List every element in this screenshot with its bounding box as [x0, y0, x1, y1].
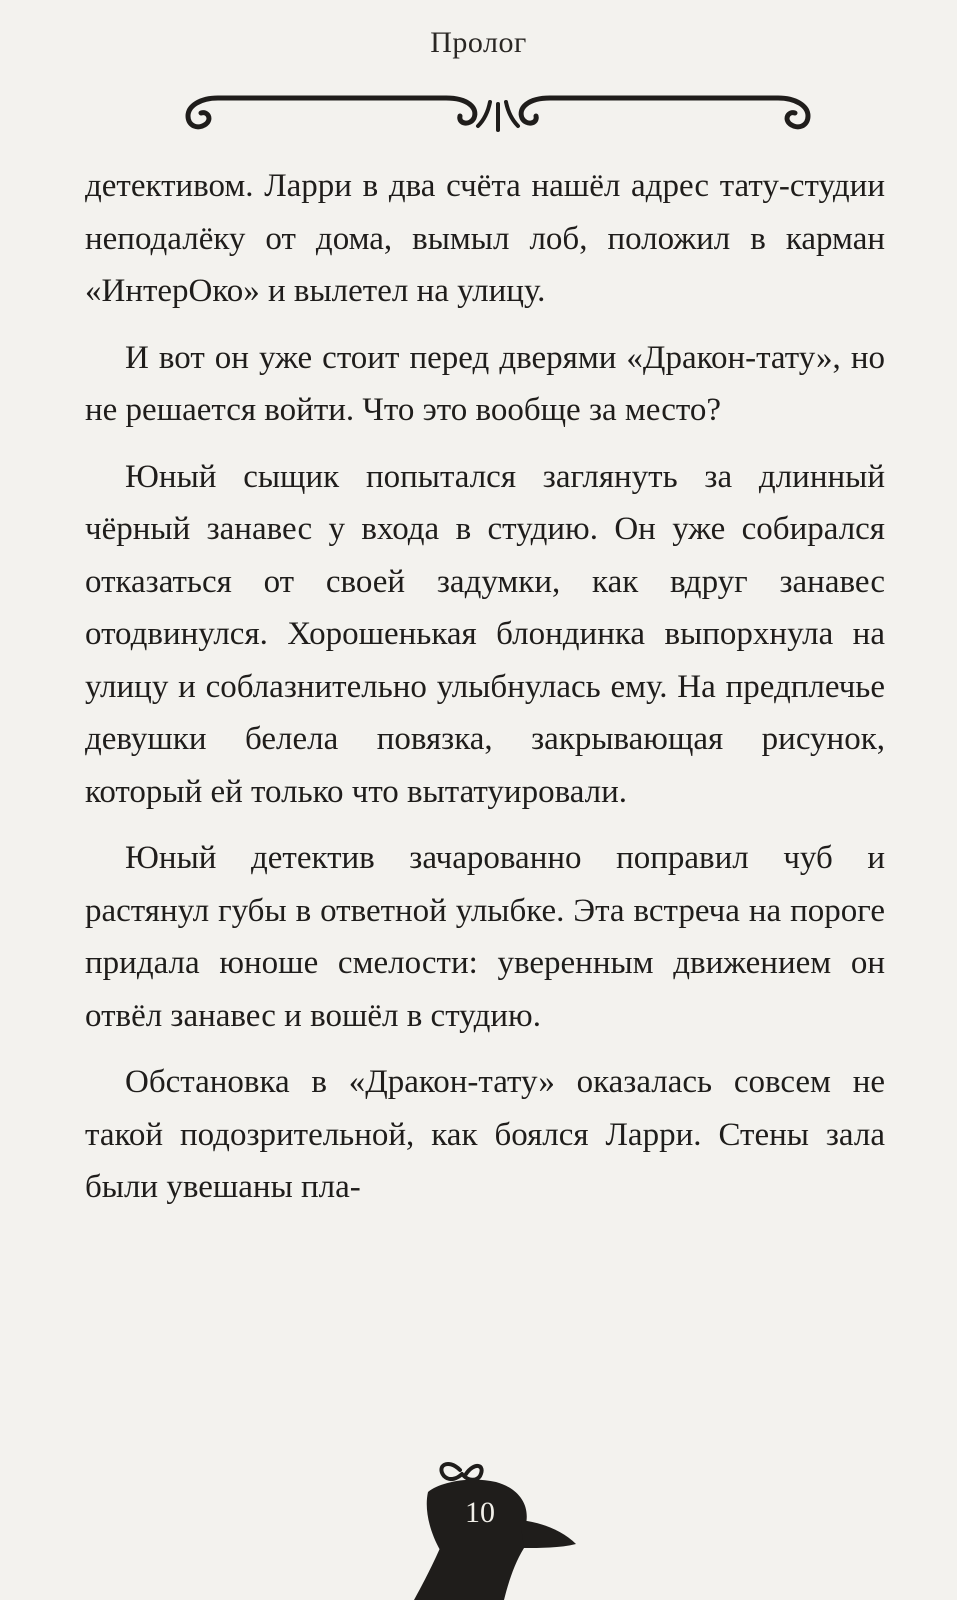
scroll-flourish-divider-icon — [178, 78, 818, 136]
running-title: Пролог — [430, 26, 527, 59]
page-number: 10 — [465, 1496, 495, 1529]
paragraph: Обстановка в «Дракон-тату» оказалась совсем не такой подозрительной, как боялся Ларри. Стены зала были увешаны пла- — [85, 1064, 885, 1205]
paragraph: Юный сыщик попытался заглянуть за длинный чёрный занавес у входа в студию. Он уже собирался отказаться от своей задумки, как вдруг занавес отодвинулся. Хорошенькая блондинка выпорхнула на улицу и соблазнительно улыбнулась ему. На предплечье девушки белела повязка, закрывающая рисунок, который ей только что вытатуировали. — [85, 458, 885, 810]
main-text — [85, 160, 885, 1214]
paragraph: детективом. Ларри в два счёта нашёл адрес тату-студии неподалёку от дома, вымыл лоб, положил в карман «ИнтерОко» и вылетел на улицу. — [85, 168, 885, 309]
paragraph: Юный детектив зачарованно поправил чуб и растянул губы в ответной улыбке. Эта встреча на пороге придала юноше смелости: уверенным движением он отвёл занавес и вошёл в студию. — [85, 840, 885, 1034]
paragraph: И вот он уже стоит перед дверями «Дракон-тату», но не решается войти. Что это вообще за место? — [85, 339, 885, 428]
